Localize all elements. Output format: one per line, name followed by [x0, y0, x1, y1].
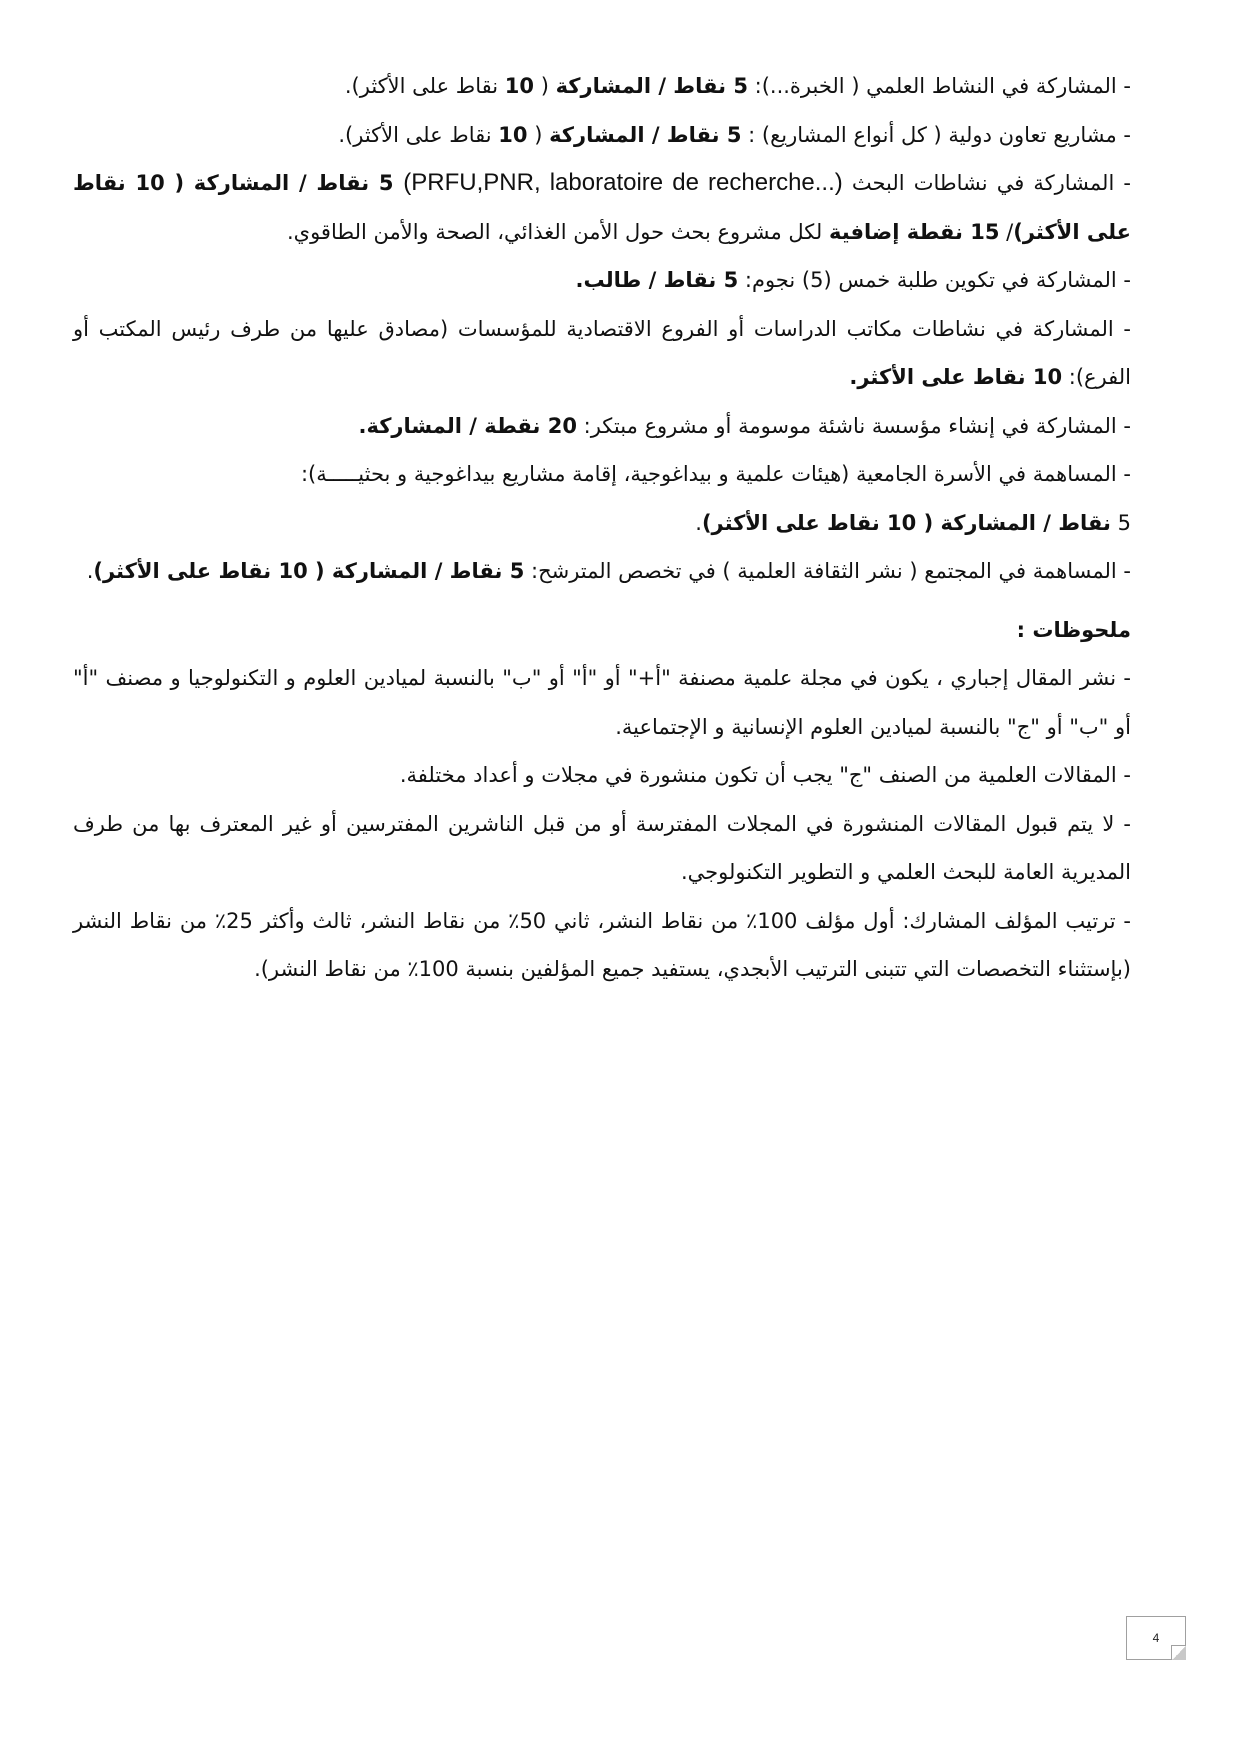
note-item: - نشر المقال إجباري ، يكون في مجلة علمية مصنفة "أ+" أو "أ" أو "ب" بالنسبة لميادين العلوم و التكنولوجيا و مصنف "أ" أو "ب" أو "ج" بالنسبة لميادين العلوم الإنسانية و الإجتماعية.	[73, 666, 1131, 739]
criteria-points: 5 نقاط / المشاركة ( 10 نقاط على الأكثر)	[73, 171, 1131, 244]
criteria-text: .	[86, 559, 94, 583]
criteria-text: - مشاريع تعاون دولية ( كل أنواع المشاريع) :	[741, 122, 1131, 147]
criteria-points: 20 نقطة / المشاركة.	[358, 413, 577, 438]
note-item: - ترتيب المؤلف المشارك: أول مؤلف 100٪ من نقاط النشر، ثاني 50٪ من نقاط النشر، ثالث وأكثر 25٪ من نقاط النشر (بإستثناء التخصصات التي تتبنى الترتيب الأبجدي، يستفيد جميع المؤلفين بنسبة 100٪ من نقاط النشر).	[73, 908, 1131, 981]
criteria-points: نقاط / المشاركة ( 10 نقاط على الأكثر)	[701, 510, 1111, 535]
criteria-text: 5	[1110, 510, 1131, 535]
document-page	[73, 62, 1131, 994]
page-number: 4	[1152, 1631, 1160, 1645]
criteria-text: - المشاركة في النشاط العلمي ( الخبرة...):	[747, 74, 1131, 98]
criteria-list	[73, 62, 1131, 596]
criteria-item	[73, 111, 1131, 160]
criteria-text: - المشاركة في نشاطات البحث	[842, 171, 1131, 195]
criteria-item	[73, 450, 1131, 499]
note-item: - المقالات العلمية من الصنف "ج" يجب أن تكون منشورة في مجلات و أعداد مختلفة.	[399, 763, 1131, 787]
criteria-item	[73, 547, 1131, 596]
page-number-box	[1126, 1616, 1186, 1660]
notes-list	[73, 654, 1131, 994]
criteria-item	[73, 159, 1131, 256]
criteria-item	[73, 402, 1131, 451]
criteria-points: 5 نقاط / طالب.	[575, 268, 739, 292]
note-item: - لا يتم قبول المقالات المنشورة في المجلات المفترسة أو من قبل الناشرين المفترسين أو غير المعترف بها من طرف المديرية العامة للبحث العلمي و التطوير التكنولوجي.	[73, 811, 1131, 884]
criteria-text: لكل مشروع بحث حول الأمن الغذائي، الصحة والأمن الطاقوي.	[286, 219, 829, 244]
criteria-text: (	[527, 122, 550, 147]
criteria-item	[73, 305, 1131, 402]
criteria-item	[73, 256, 1131, 305]
criteria-points: 5 نقاط / المشاركة	[555, 74, 748, 98]
criteria-points: 10	[498, 122, 528, 147]
criteria-text: - المشاركة في نشاطات مكاتب الدراسات أو الفروع الاقتصادية للمؤسسات (مصادق عليها من طرف رئيس المكتب أو الفرع):	[73, 316, 1131, 389]
criteria-item	[73, 499, 1131, 548]
criteria-item	[73, 62, 1131, 111]
criteria-points: 5 نقاط / المشاركة	[549, 122, 742, 147]
criteria-text: /	[999, 219, 1014, 244]
criteria-points: 5 نقاط / المشاركة ( 10 نقاط على الأكثر)	[93, 559, 525, 583]
criteria-text: - المشاركة في تكوين طلبة خمس (5) نجوم:	[738, 268, 1131, 292]
criteria-text: - المساهمة في الأسرة الجامعية (هيئات علمية و بيداغوجية، إقامة مشاريع بيداغوجية و بحثيـــــة):	[300, 462, 1131, 486]
criteria-points: 10 نقاط على الأكثر.	[849, 365, 1063, 389]
criteria-points: 10	[504, 74, 535, 98]
criteria-text: - المساهمة في المجتمع ( نشر الثقافة العلمية ) في تخصص المترشح:	[524, 559, 1131, 583]
folded-corner-icon	[1171, 1645, 1186, 1660]
notes-title: ملحوظات :	[1016, 617, 1131, 642]
criteria-text: نقاط على الأكثر).	[338, 122, 499, 147]
criteria-text: (	[534, 74, 556, 98]
criteria-text: نقاط على الأكثر).	[344, 74, 505, 98]
criteria-text: .	[695, 510, 702, 535]
criteria-text: - المشاركة في إنشاء مؤسسة ناشئة موسومة أو مشروع مبتكر:	[576, 413, 1131, 438]
criteria-text: (PRFU,PNR, laboratoire de recherche...)	[403, 169, 843, 196]
criteria-points: 15 نقطة إضافية	[828, 219, 1000, 244]
